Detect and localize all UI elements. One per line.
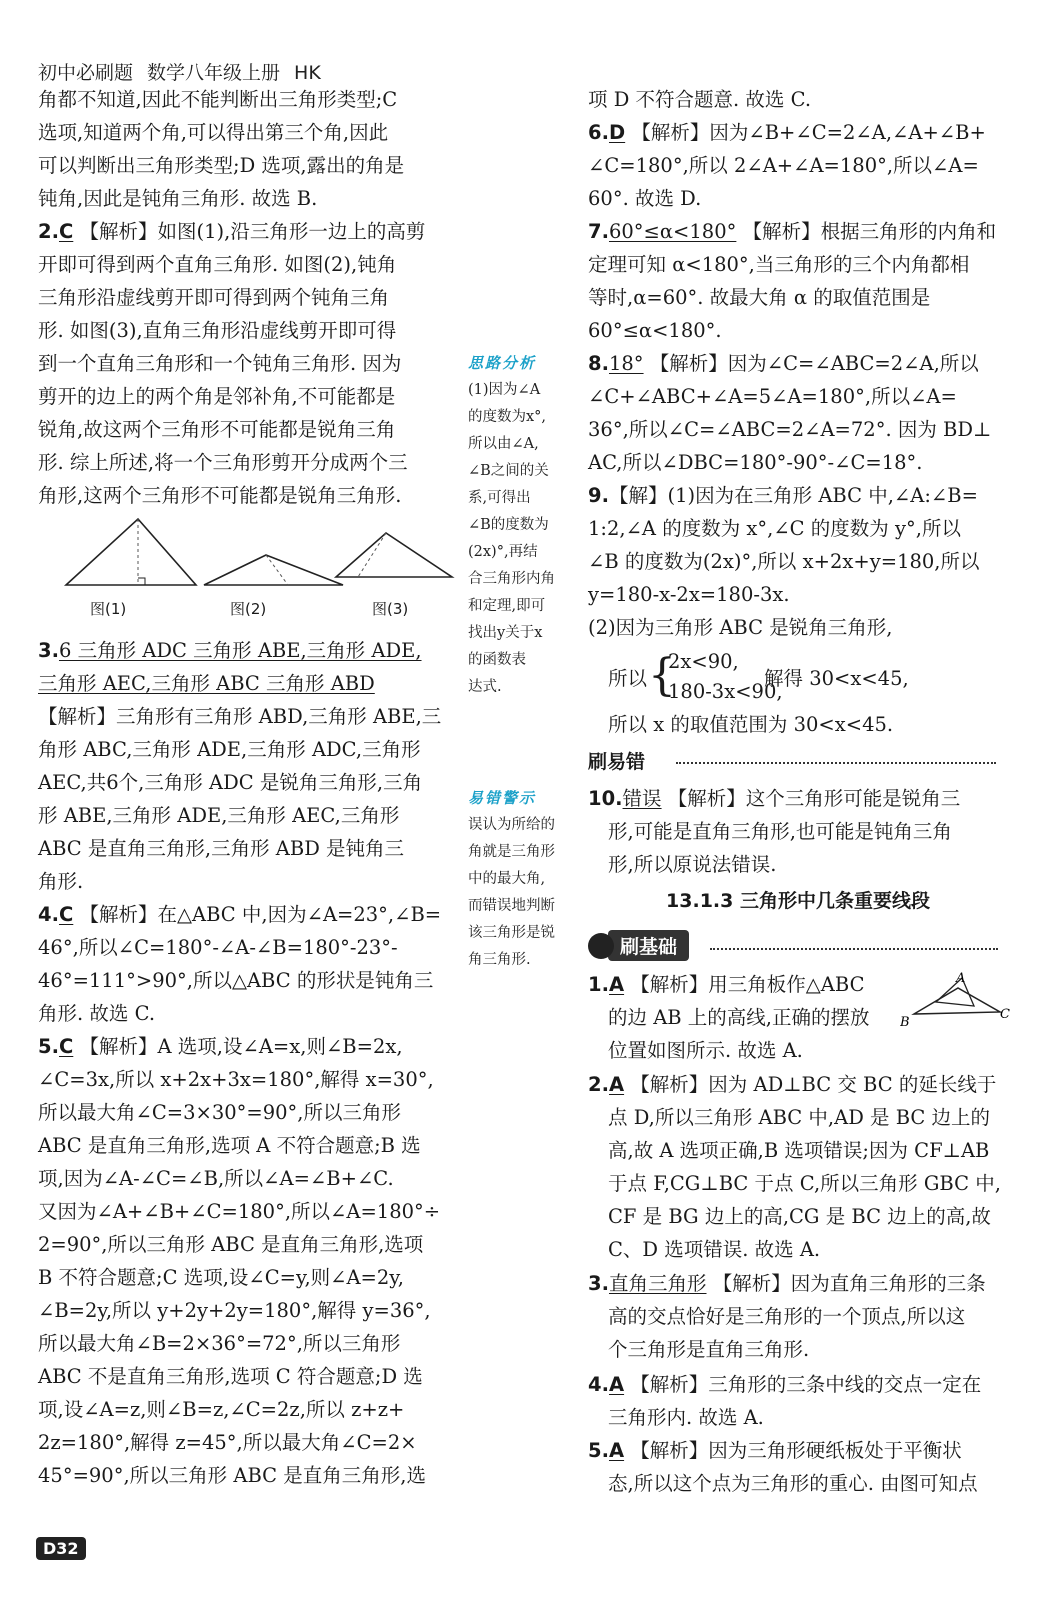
q-number: 2.	[588, 1073, 609, 1096]
q-answer: C	[58, 1035, 74, 1058]
section-title	[588, 884, 1008, 918]
q-body	[588, 1467, 1008, 1500]
text-line: ∠B=2y,所以 y+2y+2y=180°,解得 y=36°,	[38, 1299, 431, 1322]
basic-question-2	[588, 1068, 1008, 1266]
q-tag: 【解析】	[630, 973, 709, 996]
text-line: ∠C=3x,所以 x+2x+3x=180°,解得 x=30°,	[38, 1068, 434, 1091]
q-text: (1)因为在三角形 ABC 中,∠A:∠B=	[667, 484, 978, 507]
question-10	[588, 782, 1008, 881]
q-number: 2.	[38, 220, 59, 243]
q-number: 5.	[588, 1439, 609, 1462]
series-name: 初中必刷题	[38, 62, 134, 84]
text-line: 于点 F,CG⊥BC 于点 C,所以三角形 GBC 中,	[608, 1172, 1001, 1195]
tip-box-warning	[468, 785, 580, 974]
text-line: 该三角形是锐	[468, 925, 555, 941]
text-line: 的度数为x°,	[468, 409, 547, 425]
q-body	[38, 931, 460, 1030]
text-line: 形. 综上所述,将一个三角形剪开分成两个三	[38, 451, 408, 474]
fig2-triangle	[204, 555, 343, 585]
q-body	[588, 149, 1008, 215]
text-line: 剪开的边上的两个角是邻补角,不可能都是	[38, 385, 396, 408]
text-line: 角形.	[38, 870, 84, 893]
q-tag: 【解析】	[630, 1373, 709, 1396]
q-tag: 【解析】	[631, 121, 710, 144]
q-text: 在△ABC 中,因为∠A=23°,∠B=	[157, 903, 442, 926]
question-7	[588, 215, 1008, 347]
text-line: 到一个直角三角形和一个钝角三角形. 因为	[38, 352, 402, 375]
section-label: 刷基础	[608, 930, 689, 961]
q-tag: 【解】	[608, 484, 668, 507]
q-tag: 【解析】	[79, 903, 158, 926]
question-8	[588, 347, 1008, 479]
section-label: 刷易错	[588, 751, 646, 773]
basic-question-3	[588, 1267, 1008, 1366]
fig3-triangle	[336, 533, 452, 577]
q-tag: 【解析】	[79, 1035, 158, 1058]
text-line: ∠C=180°,所以 2∠A+∠A=180°,所以∠A=	[588, 154, 979, 177]
section-badge-jichu	[588, 930, 689, 961]
text-line: 高,故 A 选项正确,B 选项错误;因为 CF⊥AB	[608, 1139, 990, 1162]
text-line: 锐角,故这两个三角形不可能都是锐角三角	[38, 418, 396, 441]
text-line: AEC,共6个,三角形 ADC 是锐角三角形,三角	[38, 771, 423, 794]
q-number: 8.	[588, 352, 609, 375]
text-line: 的边 AB 上的高线,正确的摆放	[608, 1006, 870, 1029]
text-line: 点 D,所以三角形 ABC 中,AD 是 BC 边上的	[608, 1106, 991, 1129]
tip-text	[468, 812, 580, 974]
q-tag: 【解析】	[649, 352, 728, 375]
running-header	[38, 58, 335, 85]
page-number: D32	[36, 1537, 86, 1560]
text-line: 选项,知道两个角,可以得出第三个角,因此	[38, 121, 389, 144]
q-number: 3.	[588, 1272, 609, 1295]
q-text: 用三角板作△ABC	[708, 973, 865, 996]
q-number: 6.	[588, 121, 609, 144]
text-line: 系,可得出	[468, 490, 531, 506]
text-line: 45°=90°,所以三角形 ABC 是直角三角形,选	[38, 1464, 426, 1487]
label-c: C	[1000, 1007, 1010, 1022]
text-line: ABC 是直角三角形,三角形 ABD 是钝角三	[38, 837, 405, 860]
q-text: A 选项,设∠A=x,则∠B=2x,	[157, 1035, 403, 1058]
q-body	[588, 815, 1008, 881]
text-line: (2)因为三角形 ABC 是锐角三角形,	[588, 616, 893, 639]
text-line: 高的交点恰好是三角形的一个顶点,所以这	[608, 1305, 966, 1328]
tip-box-analysis	[468, 350, 580, 701]
q-text: 项 D 不符合题意. 故选 C.	[588, 88, 812, 111]
text-line: 中的最大角,	[468, 871, 546, 887]
label-a: A	[956, 971, 966, 986]
triangle-figures	[58, 515, 478, 595]
q-answer: C	[58, 903, 74, 926]
text-line: 2=90°,所以三角形 ABC 是直角三角形,选项	[38, 1233, 424, 1256]
q-body	[38, 733, 460, 898]
question-3	[38, 634, 460, 898]
text-line: 和定理,即可	[468, 598, 546, 614]
q-tag: 【解析】	[79, 220, 158, 243]
system-line1: 2x<90,	[668, 650, 739, 673]
fig3-caption: 图(3)	[372, 600, 409, 618]
text-line: 角三角形.	[468, 952, 531, 968]
text-line: 三角形沿虚线剪开即可得到两个钝角三角	[38, 286, 390, 309]
q-text: 因为 AD⊥BC 交 BC 的延长线于	[708, 1073, 997, 1096]
fig1-right-angle	[138, 578, 145, 585]
text-line: 项,设∠A=z,则∠B=z,∠C=2z,所以 z+z+	[38, 1398, 405, 1421]
q-number: 10.	[588, 787, 623, 810]
system-prefix: 所以	[608, 667, 648, 690]
question-9	[588, 479, 1008, 741]
q-answer: A	[608, 1373, 625, 1396]
triangle-abc	[914, 988, 1000, 1014]
text-line: 形,可能是直角三角形,也可能是钝角三角	[608, 820, 952, 843]
text-line: 合三角形内角	[468, 571, 555, 587]
q-number: 4.	[38, 903, 59, 926]
text-line: 所以最大角∠B=2×36°=72°,所以三角形	[38, 1332, 401, 1355]
tip-title: 易错警示	[468, 789, 537, 807]
text-line: ∠C+∠ABC+∠A=5∠A=180°,所以∠A=	[588, 385, 957, 408]
brace: {	[648, 650, 676, 701]
text-line: 形. 如图(3),直角三角形沿虚线剪开即可得	[38, 319, 397, 342]
section-divider	[710, 948, 998, 950]
fig2-caption: 图(2)	[230, 600, 267, 618]
text-line: 态,所以这个点为三角形的重心. 由图可知点	[608, 1472, 978, 1495]
q-text: 因为∠B+∠C=2∠A,∠A+∠B+	[709, 121, 986, 144]
q-number: 5.	[38, 1035, 59, 1058]
text-line: ∠B的度数为	[468, 517, 549, 533]
text-line: 角形,这两个三角形不可能都是锐角三角形.	[38, 484, 402, 507]
q-tag: 【解析】	[38, 705, 117, 728]
text-line: 角都不知道,因此不能判断出三角形类型;C	[38, 88, 398, 111]
basic-question-5	[588, 1434, 1008, 1500]
text-line: 46°,所以∠C=180°-∠A-∠B=180°-23°-	[38, 936, 398, 959]
text-line: ∠B 的度数为(2x)°,所以 x+2x+y=180,所以	[588, 550, 980, 573]
q-text: 这个三角形可能是锐角三	[745, 787, 961, 810]
fig1-triangle	[66, 519, 196, 585]
q1-continuation	[38, 83, 460, 215]
inequality-system	[588, 648, 1008, 708]
text-line: CF 是 BG 边上的高,CG 是 BC 边上的高,故	[608, 1205, 991, 1228]
text-line: y=180-x-2x=180-3x.	[588, 583, 790, 606]
q-answer: A	[608, 1439, 625, 1462]
text-line: 找出y关于x	[468, 625, 543, 641]
q-body	[588, 1300, 1008, 1366]
q-text: 所以 x 的取值范围为 30<x<45.	[608, 713, 894, 736]
text-line: 而错误地判断	[468, 898, 555, 914]
section-title-text: 13.1.3 三角形中几条重要线段	[666, 890, 930, 912]
text-line: ABC 不是直角三角形,选项 C 符合题意;D 选	[38, 1365, 423, 1388]
question-5	[38, 1030, 460, 1492]
q-number: 9.	[588, 484, 609, 507]
q-body	[588, 512, 1008, 644]
pencil-icon	[588, 933, 614, 959]
q-answer-line2: 三角形 AEC,三角形 ABC 三角形 ABD	[38, 672, 375, 695]
text-line: B 不符合题意;C 选项,设∠C=y,则∠A=2y,	[38, 1266, 404, 1289]
q-answer: A	[608, 1073, 625, 1096]
tip-title: 思路分析	[468, 354, 537, 372]
q-body	[588, 380, 1008, 479]
q-text: 因为∠C=∠ABC=2∠A,所以	[727, 352, 979, 375]
text-line: C、D 选项错误. 故选 A.	[608, 1238, 821, 1261]
set-square	[936, 978, 974, 1006]
q-answer: C	[58, 220, 74, 243]
text-line: 60°≤α<180°.	[588, 319, 722, 342]
text-line: 达式.	[468, 679, 502, 695]
question-6	[588, 116, 1008, 215]
q-text: 根据三角形的内角和	[820, 220, 997, 243]
subject-name: 数学八年级上册	[147, 62, 281, 84]
tip-text	[468, 377, 580, 701]
q-tag: 【解析】	[630, 1073, 709, 1096]
q-number: 7.	[588, 220, 609, 243]
basic-question-4	[588, 1368, 1008, 1434]
q-tag: 【解析】	[630, 1439, 709, 1462]
edition: HK	[294, 62, 321, 84]
q-answer: 18°	[608, 352, 644, 375]
q-body	[38, 248, 460, 512]
text-line: 项,因为∠A-∠C=∠B,所以∠A=∠B+∠C.	[38, 1167, 394, 1190]
text-line: 1:2,∠A 的度数为 x°,∠C 的度数为 y°,所以	[588, 517, 961, 540]
q-tag: 【解析】	[667, 787, 746, 810]
text-line: 又因为∠A+∠B+∠C=180°,所以∠A=180°÷	[38, 1200, 441, 1223]
q-tag: 【解析】	[712, 1272, 791, 1295]
q-body	[588, 248, 1008, 347]
q-body	[38, 1063, 460, 1492]
q-text: 三角形有三角形 ABD,三角形 ABE,三	[116, 705, 442, 728]
q-answer: 60°≤α<180°	[608, 220, 737, 243]
text-line: ∠B之间的关	[468, 463, 549, 479]
text-line: 角形. 故选 C.	[38, 1002, 156, 1025]
question-4	[38, 898, 460, 1030]
text-line: 三角形内. 故选 A.	[608, 1406, 764, 1429]
text-line: 2z=180°,解得 z=45°,所以最大角∠C=2×	[38, 1431, 417, 1454]
q-number: 4.	[588, 1373, 609, 1396]
q-text: 三角形的三条中线的交点一定在	[708, 1373, 982, 1396]
q-answer: 错误	[622, 787, 662, 810]
fig1-caption: 图(1)	[90, 600, 127, 618]
set-square-figure	[900, 968, 1010, 1028]
text-line: (2x)°,再结	[468, 544, 538, 560]
q-answer-line1: 6 三角形 ADC 三角形 ABE,三角形 ADE,	[58, 639, 422, 662]
text-line: 开即可得到两个直角三角形. 如图(2),钝角	[38, 253, 397, 276]
text-line: 36°,所以∠C=∠ABC=2∠A=72°. 因为 BD⊥	[588, 418, 992, 441]
text-line: 位置如图所示. 故选 A.	[608, 1039, 803, 1062]
question-2	[38, 215, 460, 512]
q-answer: D	[608, 121, 626, 144]
text-line: 的函数表	[468, 652, 526, 668]
q-text: 如图(1),沿三角形一边上的高剪	[157, 220, 426, 243]
q-answer: 直角三角形	[608, 1272, 707, 1295]
text-line: 所以最大角∠C=3×30°=90°,所以三角形	[38, 1101, 402, 1124]
text-line: 形 ABE,三角形 ADE,三角形 AEC,三角形	[38, 804, 400, 827]
text-line: 误认为所给的	[468, 817, 555, 833]
text-line: 60°. 故选 D.	[588, 187, 702, 210]
text-line: AC,所以∠DBC=180°-90°-∠C=18°.	[588, 451, 923, 474]
q5-continuation	[588, 83, 1008, 116]
text-line: 形,所以原说法错误.	[608, 853, 777, 876]
section-divider	[676, 762, 996, 764]
q-answer: A	[608, 973, 625, 996]
q-number: 1.	[588, 973, 609, 996]
text-line: 角就是三角形	[468, 844, 555, 860]
text-line: 46°=111°>90°,所以△ABC 的形状是钝角三	[38, 969, 434, 992]
q-text: 因为直角三角形的三条	[790, 1272, 986, 1295]
text-line: 定理可知 α<180°,当三角形的三个内角都相	[588, 253, 970, 276]
text-line: 角形 ABC,三角形 ADE,三角形 ADC,三角形	[38, 738, 421, 761]
q-text: 因为三角形硬纸板处于平衡状	[708, 1439, 962, 1462]
q-body	[588, 1101, 1008, 1266]
label-b: B	[900, 1015, 910, 1028]
q-body	[588, 1401, 1008, 1434]
text-line: ABC 是直角三角形,选项 A 不符合题意;B 选	[38, 1134, 421, 1157]
text-line: 钝角,因此是钝角三角形. 故选 B.	[38, 187, 318, 210]
text-line: 可以判断出三角形类型;D 选项,露出的角是	[38, 154, 405, 177]
q-tag: 【解析】	[742, 220, 821, 243]
text-line: (1)因为∠A	[468, 382, 541, 398]
text-line: 等时,α=60°. 故最大角 α 的取值范围是	[588, 286, 931, 309]
q-number: 3.	[38, 639, 59, 662]
system-line2: 180-3x<90,	[668, 680, 783, 703]
text-line: 所以由∠A,	[468, 436, 539, 452]
text-line: 个三角形是直角三角形.	[608, 1338, 810, 1361]
system-suffix: 解得 30<x<45,	[764, 667, 909, 690]
